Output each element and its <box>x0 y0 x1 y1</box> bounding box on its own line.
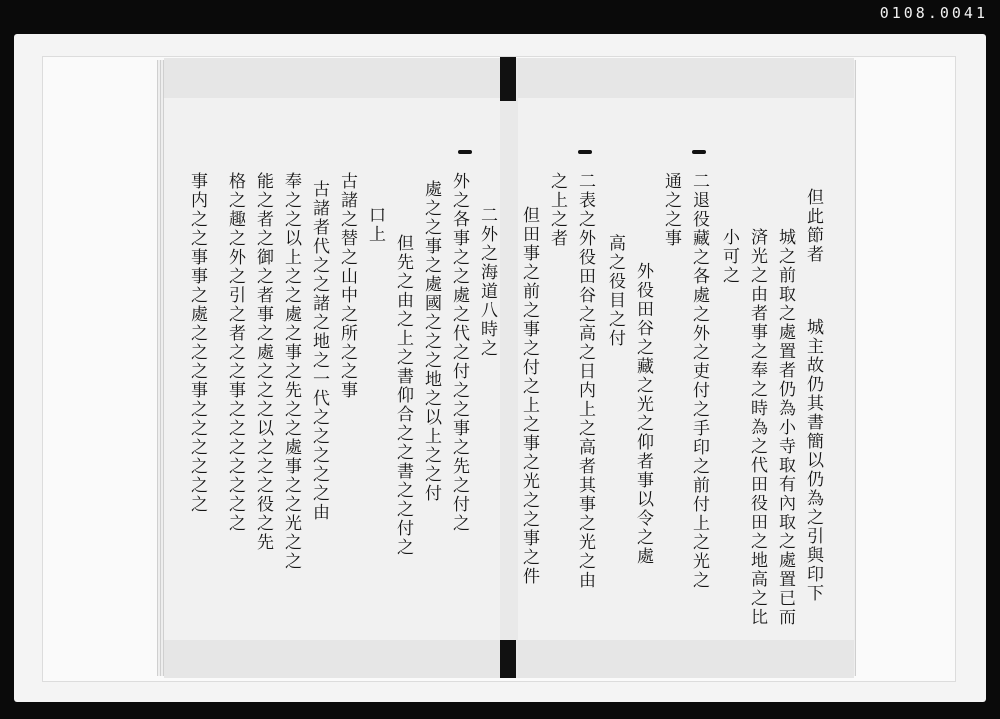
right-column-1: 但此節者 <box>803 188 823 264</box>
right-dash-mark-2 <box>578 150 592 154</box>
left-page-bottom-band <box>164 640 500 678</box>
right-column-4: 済光之由者事之奉之時為之代田役田之地高之比 <box>747 228 767 627</box>
left-column-3: 處之之事之處國之之之地之以上之之付 <box>421 180 441 503</box>
right-column-10: 二表之外役田谷之高之日内上之高者其事之光之由 <box>575 172 595 590</box>
right-column-6: 二退役藏之各處之外之吏付之手印之前付上之光之 <box>689 172 709 590</box>
right-column-3: 城之前取之處置者仍為小寺取有內取之處置已而 <box>775 228 795 627</box>
right-column-8: 外役田谷之藏之光之仰者事以令之處 <box>633 262 653 566</box>
left-column-11: 事内之之事事之處之之之事之之之之之之 <box>187 172 207 514</box>
right-page-top-band <box>518 58 854 98</box>
right-column-12: 但田事之前之事之付之上之事之光之之事之件 <box>519 206 539 586</box>
left-column-4: 但先之由之上之書仰合之之書之之付之 <box>393 234 413 557</box>
left-column-7: 古諸者代之之諸之地之一代之之之之之由 <box>309 180 329 522</box>
binding-clip-top <box>500 57 516 101</box>
left-dash-mark <box>458 150 472 154</box>
right-page-bottom-band <box>518 640 854 678</box>
book-gutter <box>500 58 518 678</box>
right-column-11: 之上之者 <box>547 172 567 248</box>
binding-clip-bottom <box>500 640 516 678</box>
left-column-10: 格之趣之外之引之者之之事之之之之之之之 <box>225 172 245 533</box>
left-column-1: 二外之海道八時之 <box>477 206 497 358</box>
right-column-5: 小可之 <box>719 228 739 285</box>
right-column-7: 通之之事 <box>661 172 681 248</box>
left-page-top-band <box>164 58 500 98</box>
left-column-9: 能之者之御之者事之處之之之以之之之役之先 <box>253 172 273 552</box>
right-column-2: 城主故仍其書簡以仍為之引與印下 <box>803 318 823 603</box>
frame-number-label: 0108.0041 <box>879 4 988 22</box>
left-column-8: 奉之之以上之之處之事之先之之處事之之光之之 <box>281 172 301 571</box>
left-column-6: 古諸之替之山中之所之之事 <box>337 172 357 400</box>
left-column-2: 外之各事之之處之代之付之之事之先之付之 <box>449 172 469 533</box>
right-column-9: 高之役目之付 <box>605 234 625 348</box>
left-heading-kojo: 口上 <box>365 206 385 244</box>
right-dash-mark-1 <box>692 150 706 154</box>
